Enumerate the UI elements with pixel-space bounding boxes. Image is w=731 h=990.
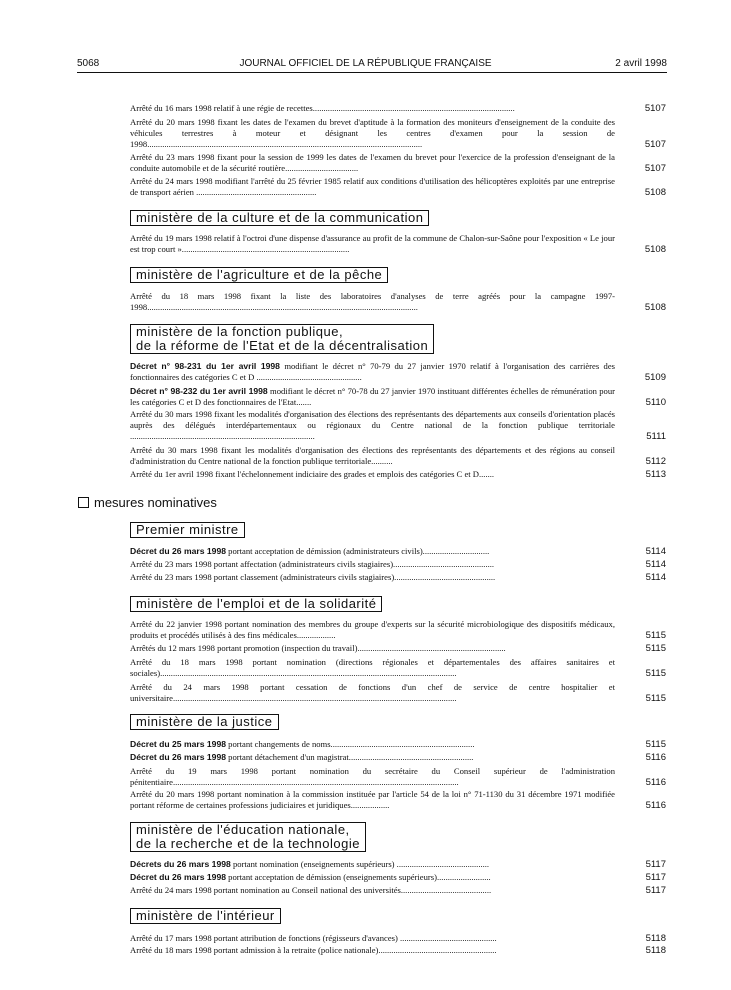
- section-heading-premier-ministre: Premier ministre: [130, 522, 245, 538]
- section-heading-line: ministère de l'éducation nationale,: [136, 822, 350, 837]
- toc-entry: Arrêté du 19 mars 1998 relatif à l'octroi d'une dispense d'assurance au profit de la commune de Chalon-sur-Saône pour l'exposition « Le jour est trop court »..............................................................................: [130, 233, 615, 254]
- page-ref: 5117: [645, 859, 666, 870]
- section-heading-culture: ministère de la culture et de la communication: [130, 210, 429, 226]
- page-ref: 5107: [644, 139, 666, 150]
- toc-entry: Arrêté du 18 mars 1998 portant nomination (directions régionales et départementales des affaires sanitaires et sociales)..........................................................................................................................................: [130, 657, 615, 678]
- page-ref: 5116: [645, 800, 666, 811]
- page-ref: 5116: [645, 777, 666, 788]
- page-number: 5068: [77, 58, 100, 69]
- toc-entry: Décret du 26 mars 1998 portant acceptation de démission (enseignements supérieurs).........................: [130, 872, 491, 882]
- toc-entry: Arrêté du 23 mars 1998 portant affectation (administrateurs civils stagiaires)...............................................: [130, 559, 495, 569]
- toc-entry: Décret du 26 mars 1998 portant détachement d'un magistrat..........................................................: [130, 752, 474, 762]
- toc-entry: Arrêté du 23 mars 1998 fixant pour la session de 1999 les dates de l'examen du brevet pour l'exercice de la profession d'enseignant de la conduite automobile et de la sécurité routière..................................: [130, 152, 615, 173]
- page-ref: 5110: [645, 397, 666, 408]
- section-heading-emploi: ministère de l'emploi et de la solidarité: [130, 596, 382, 612]
- page-ref: 5107: [644, 103, 666, 114]
- section-heading-line: de la recherche et de la technologie: [136, 836, 360, 851]
- toc-entry: Arrêtés du 12 mars 1998 portant promotion (inspection du travail).....................................................................: [130, 643, 506, 653]
- toc-entry: Décret du 25 mars 1998 portant changements de noms...................................................................: [130, 739, 475, 749]
- page-ref: 5114: [645, 546, 666, 557]
- section-heading-line: de la réforme de l'Etat et de la décentralisation: [136, 338, 429, 353]
- category-label: mesures nominatives: [94, 495, 217, 510]
- toc-entry: Arrêté du 22 janvier 1998 portant nomination des membres du groupe d'experts sur la sécurité microbiologique des dispositifs médicaux, produits et procédés utilisés à des fins médicales..................: [130, 619, 615, 640]
- toc-entry: Décrets du 26 mars 1998 portant nomination (enseignements supérieurs) ...........................................: [130, 859, 490, 869]
- page-ref: 5115: [645, 630, 666, 641]
- toc-entry: Arrêté du 20 mars 1998 fixant les dates de l'examen du brevet d'aptitude à la formation des moniteurs d'enseignement de la conduite des véhicules terrestres à moteur et désignant les centres d'examen pour la session de 1998................................................................................................................................: [130, 117, 615, 149]
- page-ref: 5114: [645, 559, 666, 570]
- toc-entry: Arrêté du 16 mars 1998 relatif à une régie de recettes..............................................................................................: [130, 103, 515, 113]
- page-ref: 5108: [644, 244, 666, 255]
- toc-entry: Arrêté du 30 mars 1998 fixant les modalités d'organisation des élections des représentants des départements et des régions au conseil d'administration du Centre national de la fonction publique territoriale..........: [130, 445, 615, 466]
- page-ref: 5107: [644, 163, 666, 174]
- page-ref: 5115: [645, 668, 666, 679]
- page-ref: 5114: [645, 572, 666, 583]
- toc-entry: Décret n° 98-231 du 1er avril 1998 modifiant le décret n° 70-79 du 27 janvier 1970 relatif à l'organisation des carrières des fonctionnaires des catégories C et D .................................................: [130, 361, 615, 382]
- toc-entry: Arrêté du 24 mars 1998 modifiant l'arrêté du 25 février 1985 relatif aux conditions d'utilisation des hélicoptères exploités par une entreprise de transport aérien ........................................................: [130, 176, 615, 197]
- toc-entry: Arrêté du 30 mars 1998 fixant les modalités d'organisation des élections des représentants des départements aux conseils d'orientation placés auprès des délégués interdépartementaux ou régionaux du Centre national de la fonction publique territoriale ......................................................................................: [130, 409, 615, 441]
- page-ref: 5113: [645, 469, 666, 480]
- journal-title: JOURNAL OFFICIEL DE LA RÉPUBLIQUE FRANÇAISE: [239, 58, 492, 69]
- toc-entry: Arrêté du 24 mars 1998 portant cessation de fonctions d'un chef de service de centre hospitalier et universitaire....................................................................................................................................: [130, 682, 615, 703]
- page-ref: 5116: [645, 752, 666, 763]
- toc-entry: Arrêté du 1er avril 1998 fixant l'échelonnement indiciaire des grades et emplois des catégories C et D.......: [130, 469, 495, 479]
- page-ref: 5118: [645, 933, 666, 944]
- section-heading-line: ministère de la fonction publique,: [136, 324, 344, 339]
- header-rule: [77, 72, 667, 73]
- section-heading-interieur: ministère de l'intérieur: [130, 908, 281, 924]
- toc-entry: Arrêté du 24 mars 1998 portant nomination au Conseil national des universités..........................................: [130, 885, 492, 895]
- page-ref: 5117: [645, 872, 666, 883]
- toc-entry: Arrêté du 18 mars 1998 portant admission à la retraite (police nationale).......................................................: [130, 945, 497, 955]
- issue-date: 2 avril 1998: [615, 58, 667, 69]
- page-ref: 5115: [645, 739, 666, 750]
- page-ref: 5117: [645, 885, 666, 896]
- page-ref: 5112: [645, 456, 666, 467]
- category-heading: [78, 495, 217, 510]
- page-ref: 5115: [645, 693, 666, 704]
- page-ref: 5108: [644, 187, 666, 198]
- checkbox-square-icon: [78, 497, 89, 508]
- toc-entry: Arrêté du 19 mars 1998 portant nomination du secrétaire du Conseil supérieur de l'administration pénitentiaire.....................................................................................................................................: [130, 766, 615, 787]
- toc-entry: Décret n° 98-232 du 1er avril 1998 modifiant le décret n° 70-78 du 27 janvier 1970 instituant différentes échelles de rémunération pour les catégories C et D des fonctionnaires de l'Etat.......: [130, 386, 615, 407]
- toc-entry: Arrêté du 18 mars 1998 fixant la liste des laboratoires d'analyses de terre agréés pour la campagne 1997-1998..............................................................................................................................: [130, 291, 615, 312]
- toc-entry: Arrêté du 20 mars 1998 portant nomination à la commission instituée par l'article 54 de la loi n° 71-1130 du 31 décembre 1971 modifiée portant réforme de certaines professions judiciaires et juridiques..................: [130, 789, 615, 810]
- toc-entry: Décret du 26 mars 1998 portant acceptation de démission (administrateurs civils)...............................: [130, 546, 490, 556]
- section-heading-justice: ministère de la justice: [130, 714, 279, 730]
- page-ref: 5115: [645, 643, 666, 654]
- page-ref: 5108: [644, 302, 666, 313]
- toc-entry: Arrêté du 17 mars 1998 portant attribution de fonctions (régisseurs d'avances) .............................................: [130, 933, 497, 943]
- section-heading-education: [130, 822, 366, 852]
- toc-entry: Arrêté du 23 mars 1998 portant classement (administrateurs civils stagiaires)...............................................: [130, 572, 496, 582]
- section-heading-agriculture: ministère de l'agriculture et de la pêche: [130, 267, 388, 283]
- section-heading-fonction-publique: [130, 324, 434, 354]
- page-ref: 5111: [646, 431, 666, 442]
- page-ref: 5109: [644, 372, 666, 383]
- page-ref: 5118: [645, 945, 666, 956]
